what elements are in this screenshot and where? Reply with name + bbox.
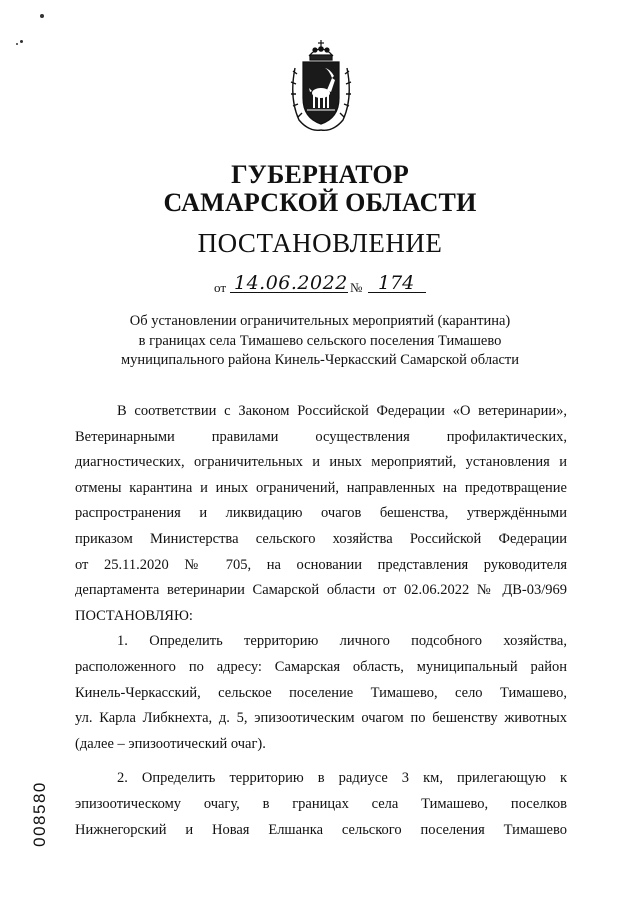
body-line: Нижнегорский и Новая Елшанка сельского поселения Тимашево [75, 821, 567, 838]
preamble-paragraph [75, 399, 567, 629]
authority-title-line1: ГУБЕРНАТОР [231, 160, 409, 189]
authority-title-line2: САМАРСКОЙ ОБЛАСТИ [163, 188, 477, 217]
date-prefix: от [214, 280, 227, 295]
samara-coat-of-arms-emblem [285, 38, 357, 134]
item-1-paragraph [75, 629, 567, 757]
document-subject [0, 312, 640, 371]
registration-stamp-number [18, 760, 58, 880]
scan-speck [40, 14, 44, 18]
body-line: Ветеринарными правилами осуществления профилактических, [75, 428, 567, 445]
subject-line: Об установлении ограничительных мероприятий (карантина) [129, 313, 511, 329]
body-line: от 25.11.2020 № 705, на основании представления руководителя [75, 556, 567, 573]
body-line: департамента ветеринарии Самарской области от 02.06.2022 № ДВ-03/969 [75, 582, 567, 599]
resolve-word: ПОСТАНОВЛЯЮ: [75, 607, 193, 624]
document-type-heading: ПОСТАНОВЛЕНИЕ [197, 228, 443, 258]
scan-speck [16, 43, 18, 45]
number-prefix: № [350, 280, 363, 295]
body-line: расположенного по адресу: Самарская область, муниципальный район [75, 658, 567, 675]
body-line: В соответствии с Законом Российской Федерации «О ветеринарии», [117, 403, 567, 419]
item-2-paragraph [75, 766, 567, 843]
body-line: 2. Определить территорию в радиусе 3 км, прилегающую к [117, 770, 567, 787]
document-date: 14.06.2022 [234, 272, 348, 294]
subject-line: в границах села Тимашево сельского поселения Тимашево [138, 332, 502, 349]
body-line: ул. Карла Либкнехта, д. 5, эпизоотическим очагом по бешенству животных [75, 710, 567, 727]
document-number: 174 [378, 272, 415, 294]
document-body [75, 399, 567, 843]
body-line: Кинель-Черкасский, сельское поселение Тимашево, село Тимашево, [75, 684, 567, 701]
stamp-number-text: 008580 [30, 781, 49, 847]
body-line: распространения и ликвидацию очагов бешенства, утверждёнными [75, 505, 567, 522]
subject-line: муниципального района Кинель-Черкасский Самарской области [120, 352, 520, 368]
scan-speck [20, 40, 23, 43]
body-line: приказом Министерства сельского хозяйства Российской Федерации [75, 530, 567, 547]
body-line: 1. Определить территорию личного подсобного хозяйства, [117, 633, 567, 650]
body-line: (далее – эпизоотический очаг). [75, 735, 266, 752]
date-number-line [210, 274, 450, 296]
body-line: диагностических, ограничительных и иных мероприятий, установления и [75, 454, 567, 471]
body-line: эпизоотическому очагу, в границах села Тимашево, поселков [75, 795, 567, 812]
body-line: отмены карантина и иных ограничений, направленных на предотвращение [75, 479, 567, 496]
